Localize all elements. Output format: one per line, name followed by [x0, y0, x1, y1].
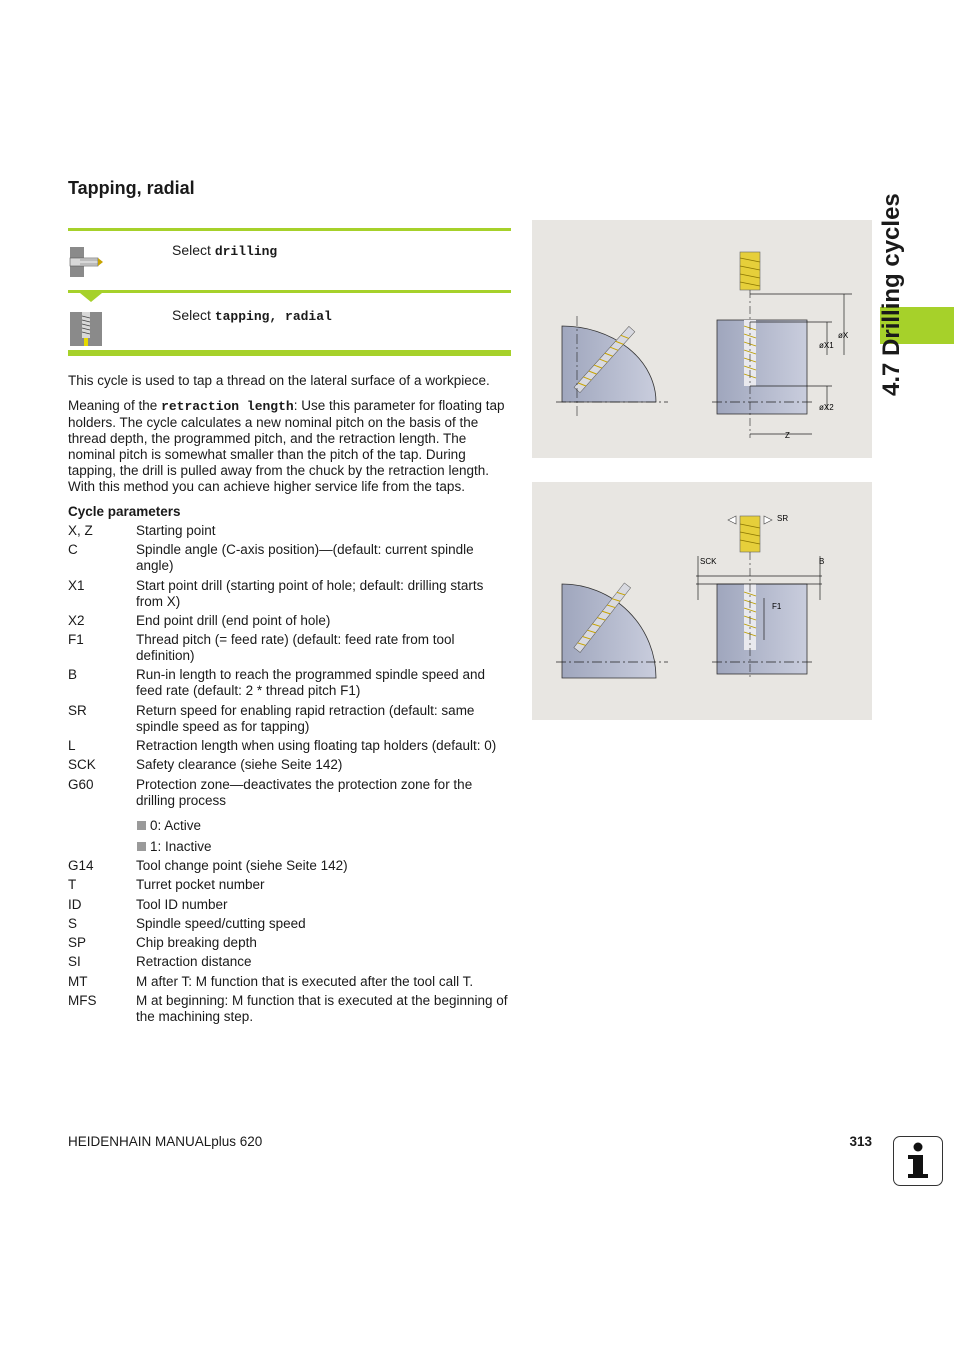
tapping-radial-menu-icon[interactable]: [68, 310, 104, 348]
param-name: G14: [68, 858, 94, 873]
param-desc: End point drill (end point of hole): [136, 613, 331, 628]
param-desc: Safety clearance (siehe Seite 142): [136, 757, 343, 772]
menu-arrow-icon: [80, 293, 102, 302]
param-desc: Chip breaking depth: [136, 935, 257, 950]
retraction-length-term: retraction length: [161, 399, 294, 414]
param-name: SP: [68, 935, 87, 950]
label-sr: SR: [777, 514, 789, 523]
param-desc: Starting point: [136, 523, 216, 538]
menu-step-2: [172, 307, 332, 324]
param-name: SI: [68, 954, 81, 969]
menu-top-rule: [68, 228, 511, 231]
g60-option-label: 0: Active: [150, 818, 202, 833]
param-desc: Turret pocket number: [136, 877, 265, 892]
drilling-menu-icon[interactable]: [68, 244, 104, 282]
param-name: MFS: [68, 993, 97, 1008]
label-sck: SCK: [700, 557, 717, 566]
param-name: X2: [68, 613, 85, 628]
param-desc: Return speed for enabling rapid retraction (default: same spindle speed as for tapping): [136, 703, 475, 734]
menu-step-1-prefix: Select: [172, 242, 215, 258]
param-desc: M at beginning: M function that is executed at the beginning of the machining step.: [136, 993, 508, 1024]
label-x: øX: [838, 331, 849, 340]
param-desc: Protection zone—deactivates the protection zone for the drilling process: [136, 777, 473, 808]
label-f1: F1: [772, 602, 782, 611]
retraction-length-paragraph: [68, 398, 513, 495]
menu-step-1: [172, 242, 277, 259]
tapping-parameters-figure: [532, 482, 872, 720]
bullet-square-icon: [137, 821, 146, 830]
footer-manual-name: HEIDENHAIN MANUALplus 620: [68, 1134, 263, 1149]
param-desc: Spindle speed/cutting speed: [136, 916, 306, 931]
param-name: F1: [68, 632, 84, 647]
param-desc: Tool change point (siehe Seite 142): [136, 858, 348, 873]
param-name: X1: [68, 578, 85, 593]
chapter-side-title: 4.7 Drilling cycles: [878, 193, 905, 396]
param-name: SR: [68, 703, 87, 718]
section-title: Tapping, radial: [68, 178, 195, 198]
label-z: Z: [785, 431, 790, 440]
param-name: T: [68, 877, 77, 892]
param-desc: Spindle angle (C-axis position)—(default: current spindle angle): [136, 542, 474, 573]
param-name: G60: [68, 777, 94, 792]
label-x2: øX2: [819, 403, 834, 412]
param-name: B: [68, 667, 78, 682]
param-name: MT: [68, 974, 88, 989]
g60-option: [137, 839, 212, 854]
g60-option: [137, 818, 201, 833]
menu-bottom-rule: [68, 350, 511, 356]
param-name: X, Z: [68, 523, 93, 538]
param-name: ID: [68, 897, 82, 912]
param-desc: Retraction length when using floating tap holders (default: 0): [136, 738, 497, 753]
drilling-softkey-label[interactable]: drilling: [214, 244, 278, 259]
info-icon: [893, 1136, 943, 1186]
param-desc: M after T: M function that is executed after the tool call T.: [136, 974, 474, 989]
param-name: L: [68, 738, 76, 753]
tapping-radial-softkey-label[interactable]: tapping, radial: [214, 309, 332, 324]
bullet-square-icon: [137, 842, 146, 851]
param-name: C: [68, 542, 78, 557]
menu-step-2-prefix: Select: [172, 307, 215, 323]
param-desc: Retraction distance: [136, 954, 252, 969]
intro-paragraph: This cycle is used to tap a thread on the lateral surface of a workpiece.: [68, 373, 490, 388]
meaning-text: : Use this parameter for floating tap holders. The cycle calculates a new nominal pitch on the basis of the thread depth, the programmed pitch, and the retraction length. The nominal pitch is somewhat smaller than the pitch of the tap. During tapping, the drill is pulled away from the chuck by the retraction length. With this method you can achieve higher service life from the taps.: [68, 398, 505, 494]
param-name: S: [68, 916, 78, 931]
meaning-prefix: Meaning of the: [68, 398, 162, 413]
param-desc: Run-in length to reach the programmed spindle speed and feed rate (default: 2 * thread pitch F1): [136, 667, 485, 698]
cycle-parameters-heading: Cycle parameters: [68, 504, 181, 519]
page-number: 313: [849, 1134, 872, 1149]
label-b: B: [819, 557, 825, 566]
g60-option-label: 1: Inactive: [150, 839, 212, 854]
param-desc: Tool ID number: [136, 897, 228, 912]
label-x1: øX1: [819, 341, 834, 350]
menu-mid-rule: [68, 290, 511, 293]
param-name: SCK: [68, 757, 96, 772]
tapping-geometry-figure: [532, 220, 872, 458]
param-desc: Start point drill (starting point of hole; default: drilling starts from X): [136, 578, 484, 609]
param-desc: Thread pitch (= feed rate) (default: feed rate from tool definition): [136, 632, 455, 663]
